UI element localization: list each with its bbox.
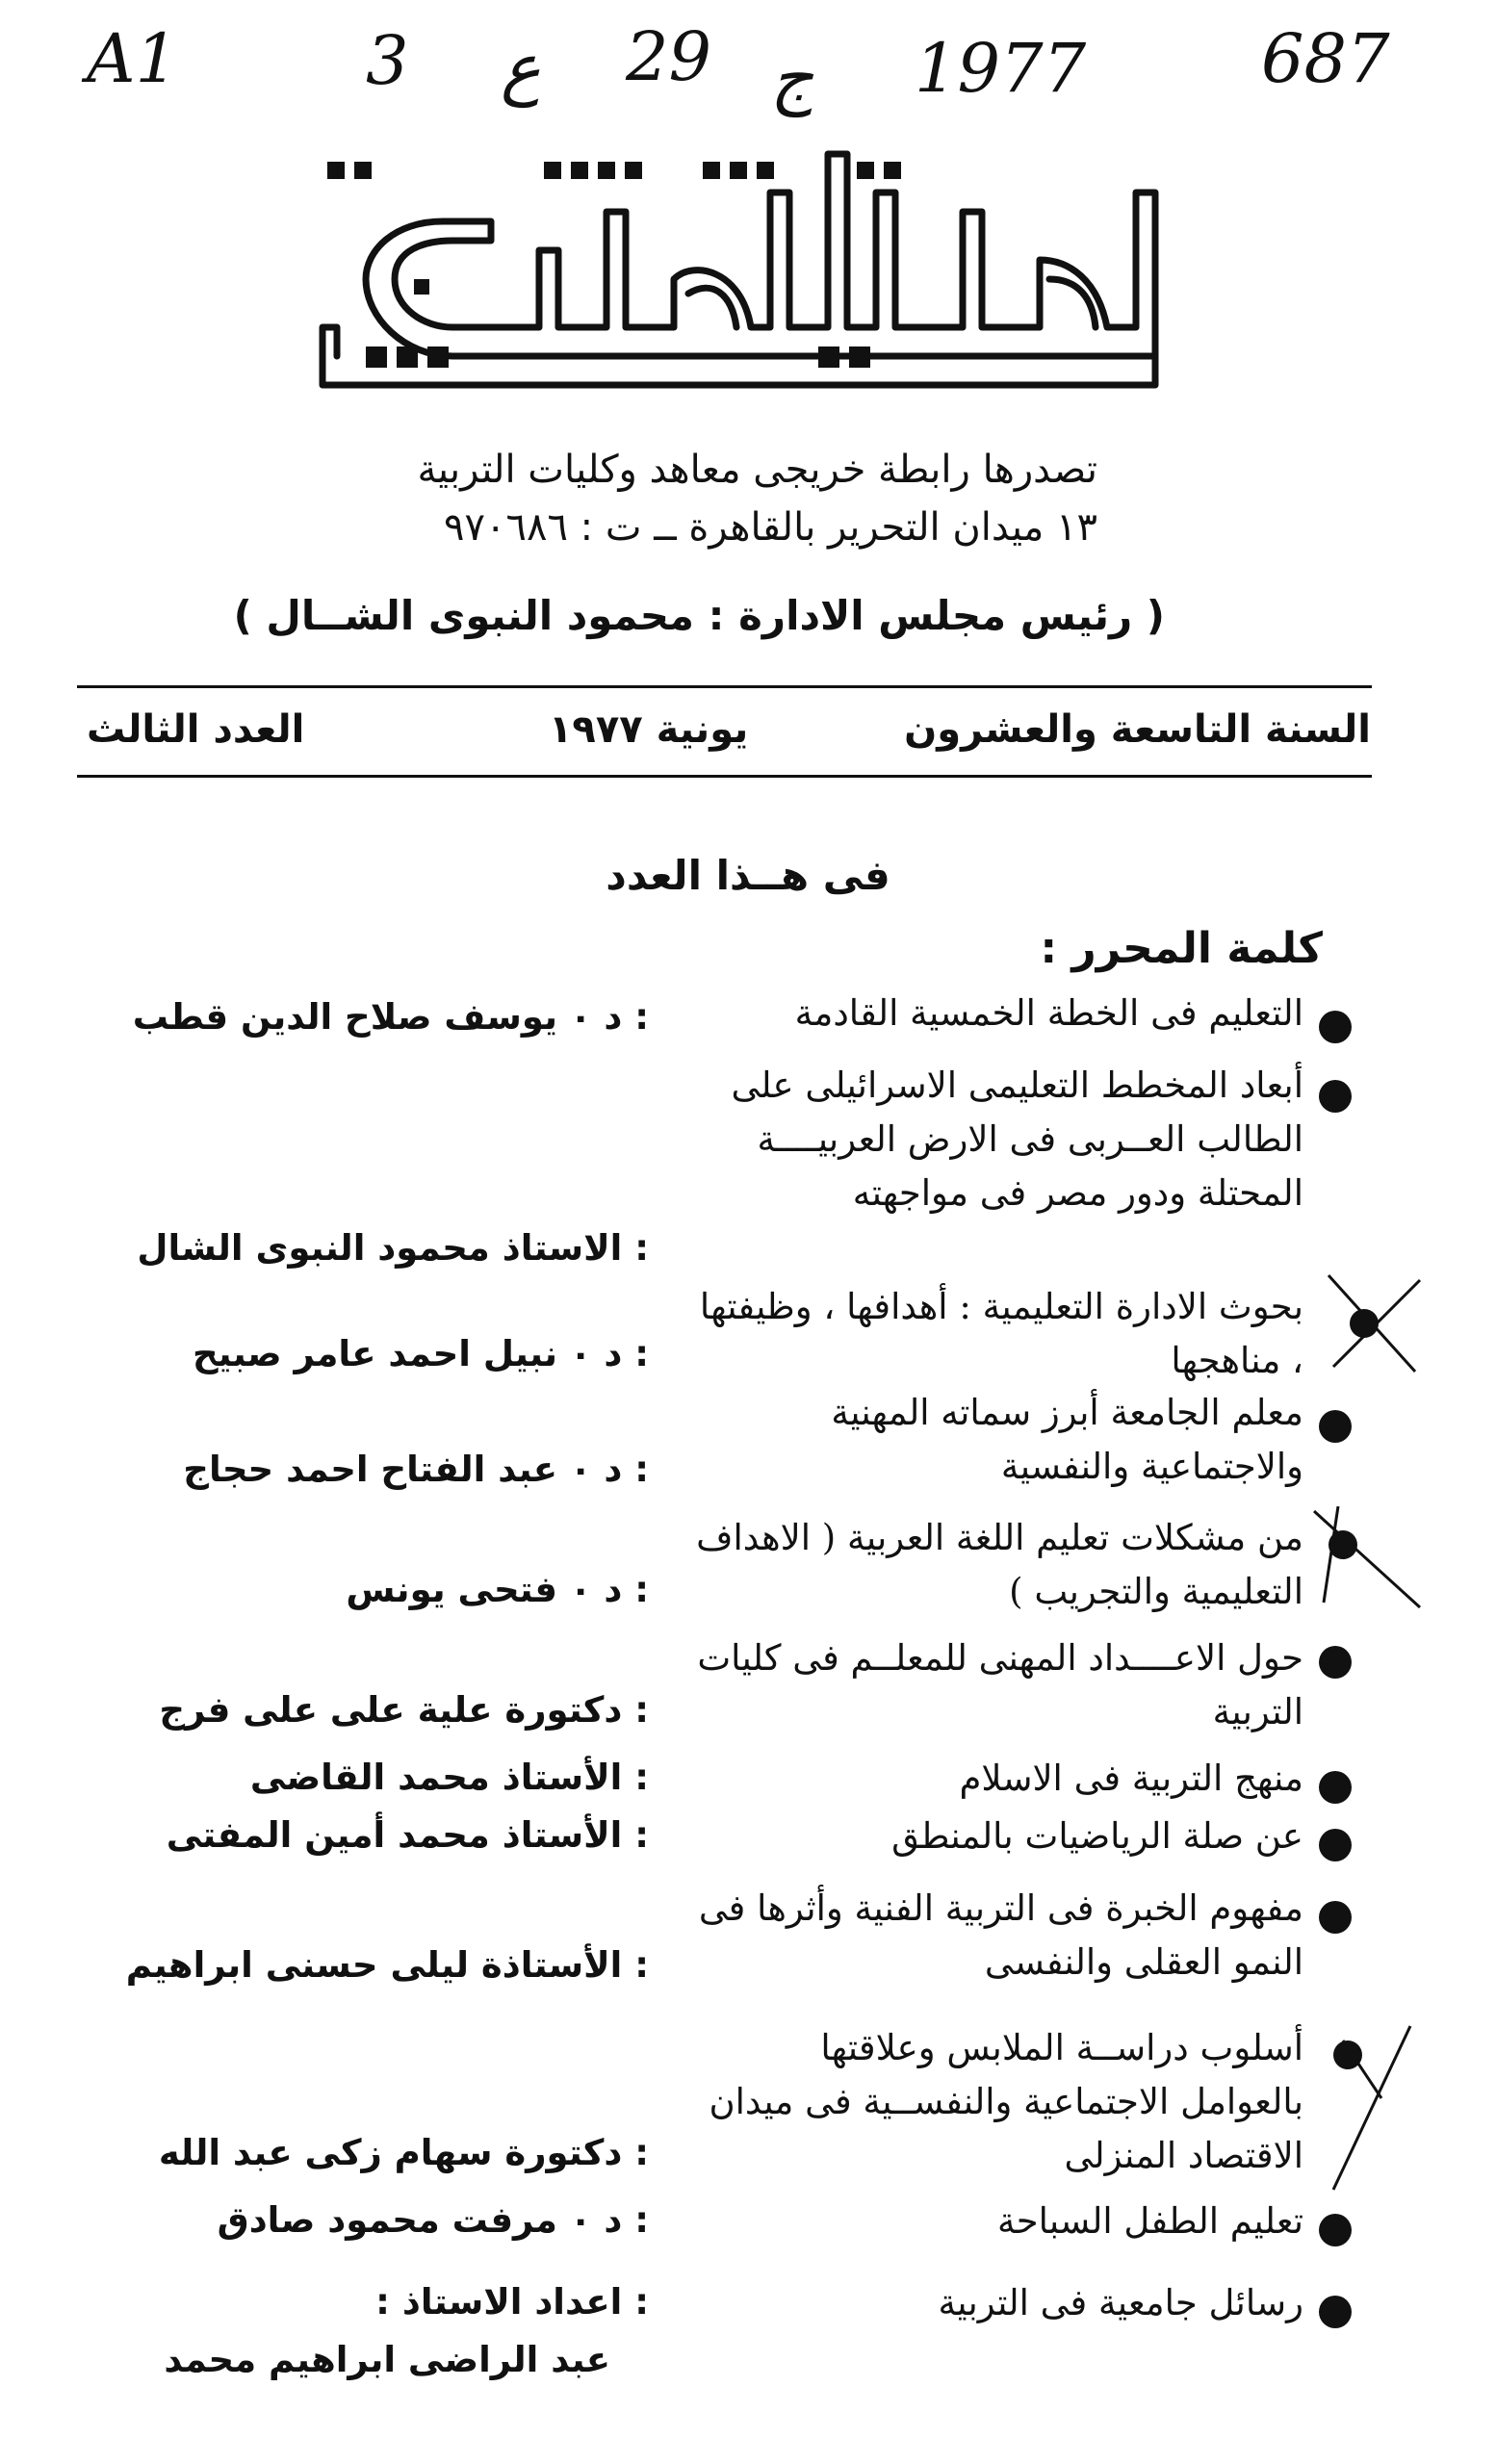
handwritten-letter: ع [501, 29, 541, 108]
bullet-icon [1319, 1011, 1352, 1043]
bullet-icon [1319, 1646, 1352, 1679]
toc-title-4: معلم الجامعة أبرز سماته المهنية والاجتماعية والنفسية [831, 1392, 1303, 1487]
handwritten-number-a: 3 [366, 21, 409, 100]
cross-mark-icon [1309, 1506, 1425, 1616]
toc-author-11: : د ٠ مرفت محمود صادق [217, 2199, 649, 2241]
toc-author-12: : اعداد الاستاذ : [375, 2281, 649, 2323]
handwritten-abbrev: ج [770, 38, 814, 117]
bullet-icon [1319, 2296, 1352, 2328]
cross-mark-icon [1324, 1270, 1430, 1380]
bullet-icon [1319, 1410, 1352, 1443]
toc-title-3: بحوث الادارة التعليمية : أهدافها ، وظيفتها ، مناهجها [699, 1286, 1303, 1381]
handwritten-number-b: 29 [626, 17, 712, 96]
bottom-rule [77, 775, 1372, 778]
handwritten-shelf-code: A1 [87, 19, 179, 98]
toc-title-6: حول الاعــــداد المهنى للمعلــم فى كليات التربية [697, 1637, 1303, 1732]
toc-author-1: : د ٠ يوسف صلاح الدين قطب [132, 996, 649, 1038]
bullet-icon [1319, 2214, 1352, 2246]
handwritten-year: 1977 [915, 29, 1087, 108]
bullet-icon [1319, 1829, 1352, 1861]
toc-author-7: : الأستاذ محمد القاضى [249, 1757, 649, 1798]
toc-author-12-name: عبد الراضى ابراهيم محمد [164, 2339, 610, 2380]
toc-title-8: عن صلة الرياضيات بالمنطق [891, 1815, 1303, 1857]
chairman-line: ( رئيس مجلس الادارة : محمود النبوى الشــال ) [233, 592, 1165, 639]
issue-year-label: السنة التاسعة والعشرون [904, 707, 1371, 752]
publisher-line: تصدرها رابطة خريجى معاهد وكليات التربية [417, 448, 1097, 492]
toc-title-1: التعليم فى الخطة الخمسية القادمة [794, 992, 1303, 1034]
address-line: ١٣ ميدان التحرير بالقاهرة ــ ت : ٩٧٠٦٨٦ [444, 505, 1097, 550]
bullet-icon [1319, 1771, 1352, 1804]
editor-word: كلمة المحرر : [1040, 924, 1323, 973]
masthead-logo [308, 135, 1174, 424]
toc-author-6: : دكتورة علية على على فرج [159, 1689, 649, 1731]
handwritten-ref: 687 [1261, 19, 1390, 98]
issue-date: يونية ١٩٧٧ [549, 707, 749, 752]
toc-title-10: أسلوب دراســة الملابس وعلاقتها بالعوامل الاجتماعية والنفســية فى ميدان الاقتصاد المنزلى [709, 2027, 1303, 2176]
toc-title-9: مفهوم الخبرة فى التربية الفنية وأثرها فى النمو العقلى والنفسى [698, 1887, 1303, 1983]
toc-title-12: رسائل جامعية فى التربية [938, 2282, 1303, 2323]
bullet-icon [1319, 1901, 1352, 1934]
toc-author-2: : الاستاذ محمود النبوى الشال [137, 1227, 649, 1269]
toc-author-3: : د ٠ نبيل احمد عامر صبيح [192, 1333, 649, 1374]
toc-title-7: منهج التربية فى الاسلام [959, 1758, 1303, 1799]
toc-author-5: : د ٠ فتحى يونس [346, 1569, 649, 1610]
toc-title-11: تعليم الطفل السباحة [996, 2200, 1303, 2242]
issue-number: العدد الثالث [87, 707, 305, 752]
toc-title-5: من مشكلات تعليم اللغة العربية ( الاهداف التعليمية والتجريب ) [696, 1517, 1303, 1612]
top-rule [77, 685, 1372, 688]
toc-author-8: : الأستاذ محمد أمين المفتى [166, 1814, 649, 1856]
toc-title-2: أبعاد المخطط التعليمى الاسرائيلى على الطالب العــربى فى الارض العربيــــة المحتلة ودور مصر فى مواجهته [731, 1065, 1303, 1214]
bullet-icon [1319, 1080, 1352, 1113]
contents-heading: فى هــذا العدد [606, 852, 890, 899]
cross-mark-icon [1314, 2021, 1420, 2198]
toc-author-9: : الأستاذة ليلى حسنى ابراهيم [125, 1944, 649, 1986]
toc-author-10: : دكتورة سهام زكى عبد الله [158, 2132, 649, 2173]
toc-author-4: : د ٠ عبد الفتاح احمد حجاج [183, 1449, 649, 1490]
